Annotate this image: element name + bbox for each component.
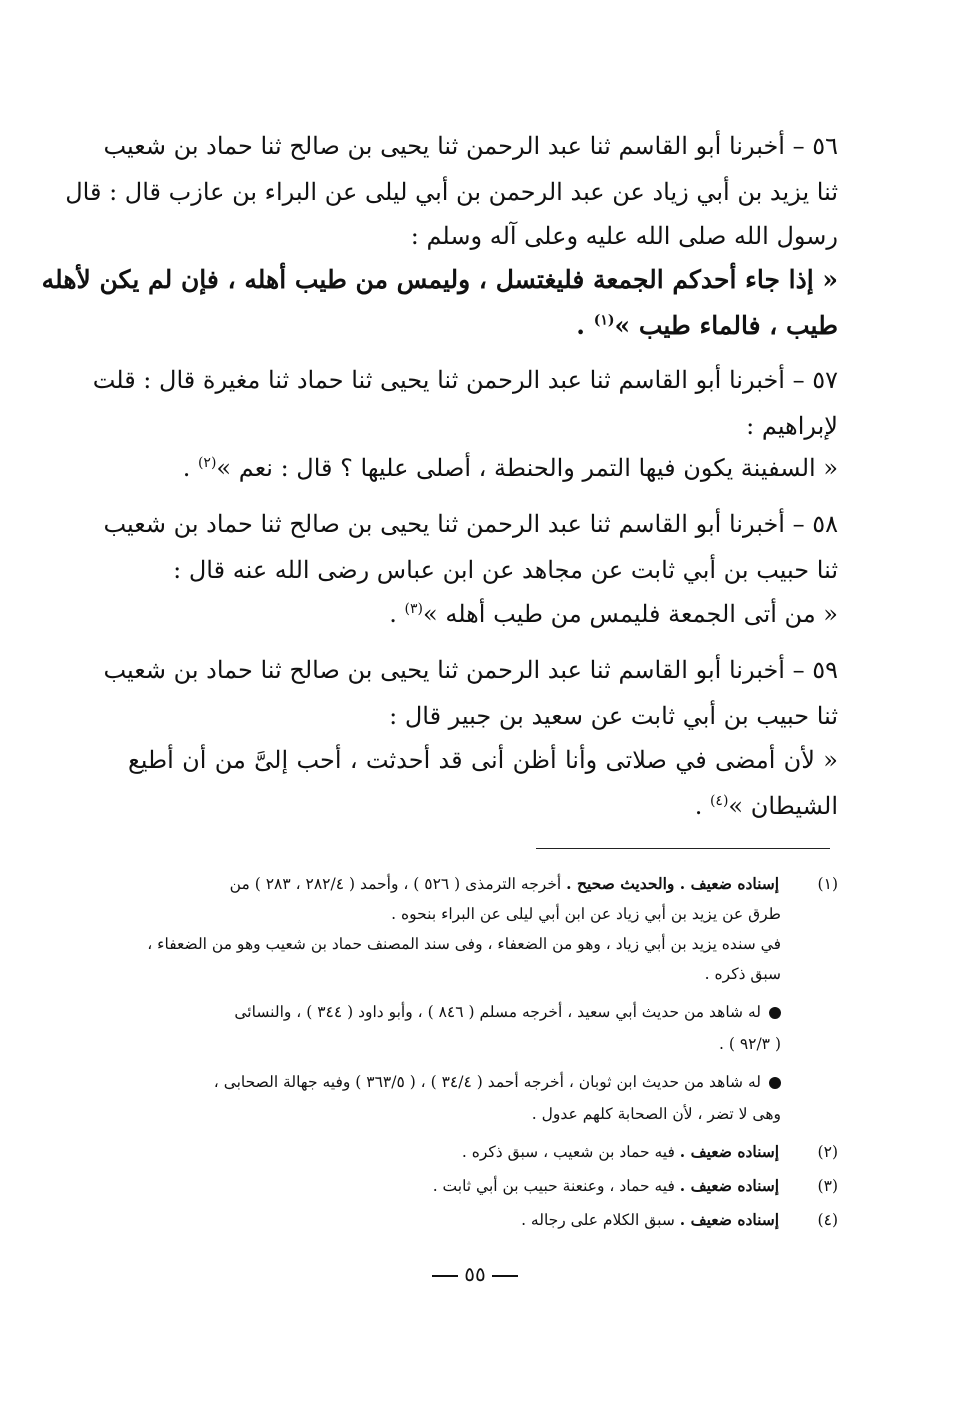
footnote-2 [118, 1140, 838, 1164]
footnote-2-number: (٢) [817, 1143, 838, 1161]
hadith-59-line-1: ٥٩ – أخبرنا أبو القاسم ثنا عبد الرحمن ثنا يحيى بن صالح ثنا حماد بن شعيب [103, 656, 838, 684]
hadith-58-quote: « من أتى الجمعة فليمس من طيب أهله » [423, 600, 838, 628]
footnote-1-text: أخرجه الترمذى ( ٥٢٦ ) ، وأحمد ( ٢٨٢/٤ ، ٢٨٣ ) من [229, 875, 567, 893]
footnote-ref-3: (٣) [404, 601, 424, 617]
page-number-dash-right [492, 1275, 518, 1277]
footnote-divider [536, 848, 830, 849]
hadith-56-text-end: طيب ، فالماء طيب » [614, 311, 838, 340]
hadith-59-line-4 [128, 786, 838, 826]
hadith-57-period: . [182, 454, 198, 482]
footnote-ref-1: (١) [593, 312, 615, 329]
hadith-59-line-2: ثنا حبيب بن أبي ثابت عن سعيد بن جبير قال : [389, 702, 838, 730]
hadith-59-period: . [694, 792, 710, 820]
footnote-1-line-2: طرق عن يزيد بن أبي زياد عن ابن أبي ليلى عن البراء بنحوه . [391, 905, 781, 923]
footnote-1-bullet-2 [121, 1070, 781, 1094]
hadith-58-line-3 [128, 594, 838, 634]
hadith-57-line-2: لإبراهيم : [746, 412, 838, 440]
footnote-1-bullet-1-cont: ( ٩٢/٣ ) . [718, 1035, 781, 1053]
hadith-56-line-4: « إذا جاء أحدكم الجمعة فليغتسل ، وليمس من طيب أهله ، فإن لم يكن لأهله [41, 265, 838, 294]
footnote-1-bullet-2-text: له شاهد من حديث ابن ثوبان ، أخرجه أحمد ( ٣٤/٤ ) ، ( ٣٦٣/٥ ) وفيه جهالة الصحابى ، [213, 1073, 761, 1091]
footnote-1-bullet-1-text: له شاهد من حديث أبي سعيد ، أخرجه مسلم ( ٨٤٦ ) ، وأبو داود ( ٣٤٤ ) ، والنسائى [234, 1003, 761, 1021]
hadith-58-period: . [389, 600, 405, 628]
hadith-57-quote: « السفينة يكون فيها التمر والحنطة ، أصلى عليها ؟ قال : نعم » [216, 454, 838, 482]
hadith-56-period: . [576, 311, 594, 340]
footnote-1-number: (١) [817, 875, 838, 893]
bullet-icon [769, 1007, 781, 1019]
footnote-4-number: (٤) [817, 1211, 838, 1229]
hadith-56-line-2: ثنا يزيد بن أبي زياد عن عبد الرحمن بن أبي ليلى عن البراء بن عازب قال : قال [65, 178, 838, 206]
footnote-1-line-3: في سنده يزيد بن أبي زياد ، وهو من الضعفاء ، وفى سند المصنف حماد بن شعيب وهو من الضعفاء ، [147, 935, 781, 953]
footnote-3 [118, 1174, 838, 1198]
hadith-58-line-2: ثنا حبيب بن أبي ثابت عن مجاهد عن ابن عباس رضى الله عنه قال : [173, 556, 838, 584]
page-number [420, 1262, 530, 1286]
footnote-ref-2: (٢) [197, 455, 217, 471]
footnote-1-bullet-1 [121, 1000, 781, 1024]
footnote-1-bullet-2-cont: وهى لا تضر ، لأن الصحابة كلهم عدول . [531, 1105, 781, 1123]
footnote-1-line-1 [118, 872, 838, 896]
page-number-dash-left [432, 1275, 458, 1277]
footnote-3-text: فيه حماد ، وعنعنة حبيب بن أبي ثابت . [432, 1177, 680, 1195]
hadith-56-line-1: ٥٦ – أخبرنا أبو القاسم ثنا عبد الرحمن ثنا يحيى بن صالح ثنا حماد بن شعيب [103, 132, 838, 160]
hadith-57-line-1: ٥٧ – أخبرنا أبو القاسم ثنا عبد الرحمن ثنا يحيى ثنا حماد ثنا مغيرة قال : قلت [92, 366, 838, 394]
footnote-4-lead: إسناده ضعيف . [679, 1210, 780, 1229]
footnote-3-number: (٣) [817, 1177, 838, 1195]
hadith-59-text-end: الشيطان » [728, 792, 838, 820]
footnote-1-line-4: سبق ذكره . [704, 965, 781, 983]
hadith-56-line-3: رسول الله صلى الله عليه وعلى آله وسلم : [410, 222, 838, 250]
footnote-4-text: سبق الكلام على رجاله . [521, 1211, 680, 1229]
footnote-3-lead: إسناده ضعيف . [679, 1176, 780, 1195]
page-number-value: ٥٥ [464, 1262, 486, 1286]
footnote-ref-4: (٤) [709, 793, 729, 809]
footnote-1-lead: إسناده ضعيف . والحديث صحيح . [566, 874, 780, 893]
footnote-4 [118, 1208, 838, 1232]
footnote-2-lead: إسناده ضعيف . [679, 1142, 780, 1161]
hadith-56-line-5 [128, 306, 838, 346]
hadith-57-line-3 [128, 448, 838, 488]
hadith-58-line-1: ٥٨ – أخبرنا أبو القاسم ثنا عبد الرحمن ثنا يحيى بن صالح ثنا حماد بن شعيب [103, 510, 838, 538]
footnote-2-text: فيه حماد بن شعيب ، سبق ذكره . [461, 1143, 680, 1161]
hadith-59-line-3: « لأن أمضى في صلاتى وأنا أظن أنى قد أحدثت ، أحب إلىَّ من أن أطيع [128, 746, 838, 774]
bullet-icon [769, 1077, 781, 1089]
